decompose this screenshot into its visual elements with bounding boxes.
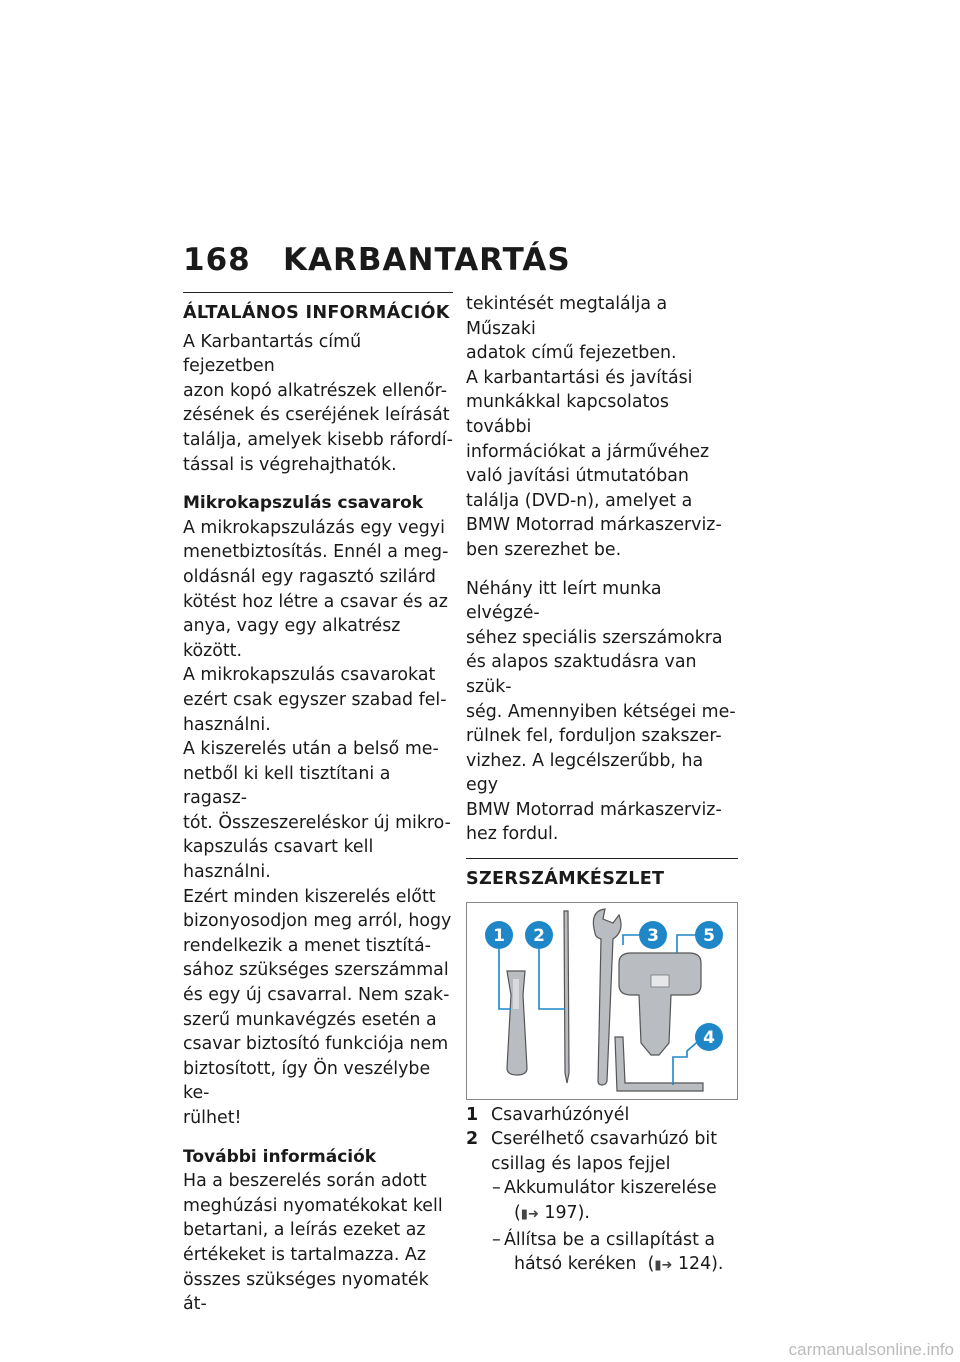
subsection-title-micro: Mikrokapszulás csavarok [183,493,424,514]
legend-item-1: 1 Csavarhúzónyél [466,1104,630,1125]
toolkit-figure [466,902,738,1100]
section-title-general: ÁLTALÁNOS INFORMÁCIÓK [183,303,450,323]
t-handle-icon [619,953,701,1055]
subsection-title-more-info: További információk [183,1146,377,1167]
right-column [466,292,738,1279]
svg-text:4: 4 [703,1027,715,1048]
callout-5 [695,921,723,949]
legend-subitem-battery: – Akkumulátor kiszerelése (▮➜ 197). [466,1176,738,1227]
section-rule [183,292,453,293]
continuation-paragraph-1: tekintését megtalálja a Műszaki adatok című fejezetben. [466,294,677,364]
more-info-paragraph: Ha a beszerelés során adott meghúzási nyomatékokat kell betartani, a leírás ezeket az értékeket is tartalmazza. Az összes szükséges nyomaték át- [183,1171,443,1315]
page-header [183,242,571,278]
legend-item-2: 2 Cserélhető csavarhúzó bit csillag és lapos fejjel [466,1129,718,1174]
page-ref-arrow-icon: ▮➜ [520,1207,539,1223]
handle-highlight [513,979,519,1009]
svg-text:2: 2 [533,925,545,946]
page-ref-link[interactable]: 197). [544,1203,590,1224]
callout-1 [485,921,513,949]
toolkit-rule [466,858,738,859]
intro-paragraph: A Karbantartás című fejezetben azon kopó alkatrészek ellenőr- zésének és cseréjének leírását találja, amelyek kisebb ráfordí- tással is végrehajthatók. [183,331,453,475]
callout-4 [695,1023,723,1051]
svg-text:1: 1 [493,925,505,946]
watermark: carmanualsonline.info [788,1340,954,1359]
left-column [183,292,453,1317]
toolkit-legend [466,1103,738,1279]
legend-subitem-damping: – Állítsa be a csillapítást a hátsó keréken (▮➜ 124). [466,1228,738,1279]
screwdriver-bit-icon [564,911,569,1083]
continuation-paragraph-2: A karbantartási és javítási munkákkal kapcsolatos további információkat a járművéhez való javítási útmutatóban találja (DVD-n), amelyet a BMW Motorrad márkaszerviz- ben szerezhet be. [466,367,722,560]
page-ref-link[interactable]: 124). [677,1254,724,1275]
callout-2 [525,921,553,949]
t-handle-socket [651,975,669,987]
page-ref-arrow-icon: ▮➜ [654,1258,673,1274]
svg-text:5: 5 [703,925,715,946]
svg-text:3: 3 [647,925,659,946]
toolkit-illustration [467,903,737,1099]
callout-3 [639,921,667,949]
special-tools-paragraph: Néhány itt leírt munka elvégzé- séhez speciális szerszámokra és alapos szaktudásra van szük- ség. Amennyiben kétségei me- rülnek fel, forduljon szakszer- vizhez. A legcélszerűbb, ha egy BMW Motorrad márkaszerviz- hez fordul. [466,578,736,845]
micro-paragraph-1: A mikrokapszulázás egy vegyi menetbiztosítás. Ennél a meg- oldásnál egy ragasztó szilárd kötést hoz létre a csavar és az anya, vagy egy alkatrész között. A mikrokapszulás csavarokat ezért csak egyszer szabad fel- használni. [183,517,449,735]
section-title-toolkit: SZERSZÁMKÉSZLET [466,869,665,890]
page-number: 168 [183,242,251,278]
chapter-title: KARBANTARTÁS [283,242,571,278]
micro-paragraph-2: A kiszerelés után a belső me- netből ki kell tisztítani a ragasz- tót. Összeszereléskor új mikro- kapszulás csavart kell használni. Ezért minden kiszerelés előtt bizonyosodjon meg arról, hogy rendelkezik a menet tisztítá- sához szükséges szerszámmal és egy új csavarral. Nem szak- szerű munkavégzés esetén a csavar biztosító funkciója nem biztosított, így Ön veszélybe ke- rülhet! [183,739,452,1128]
